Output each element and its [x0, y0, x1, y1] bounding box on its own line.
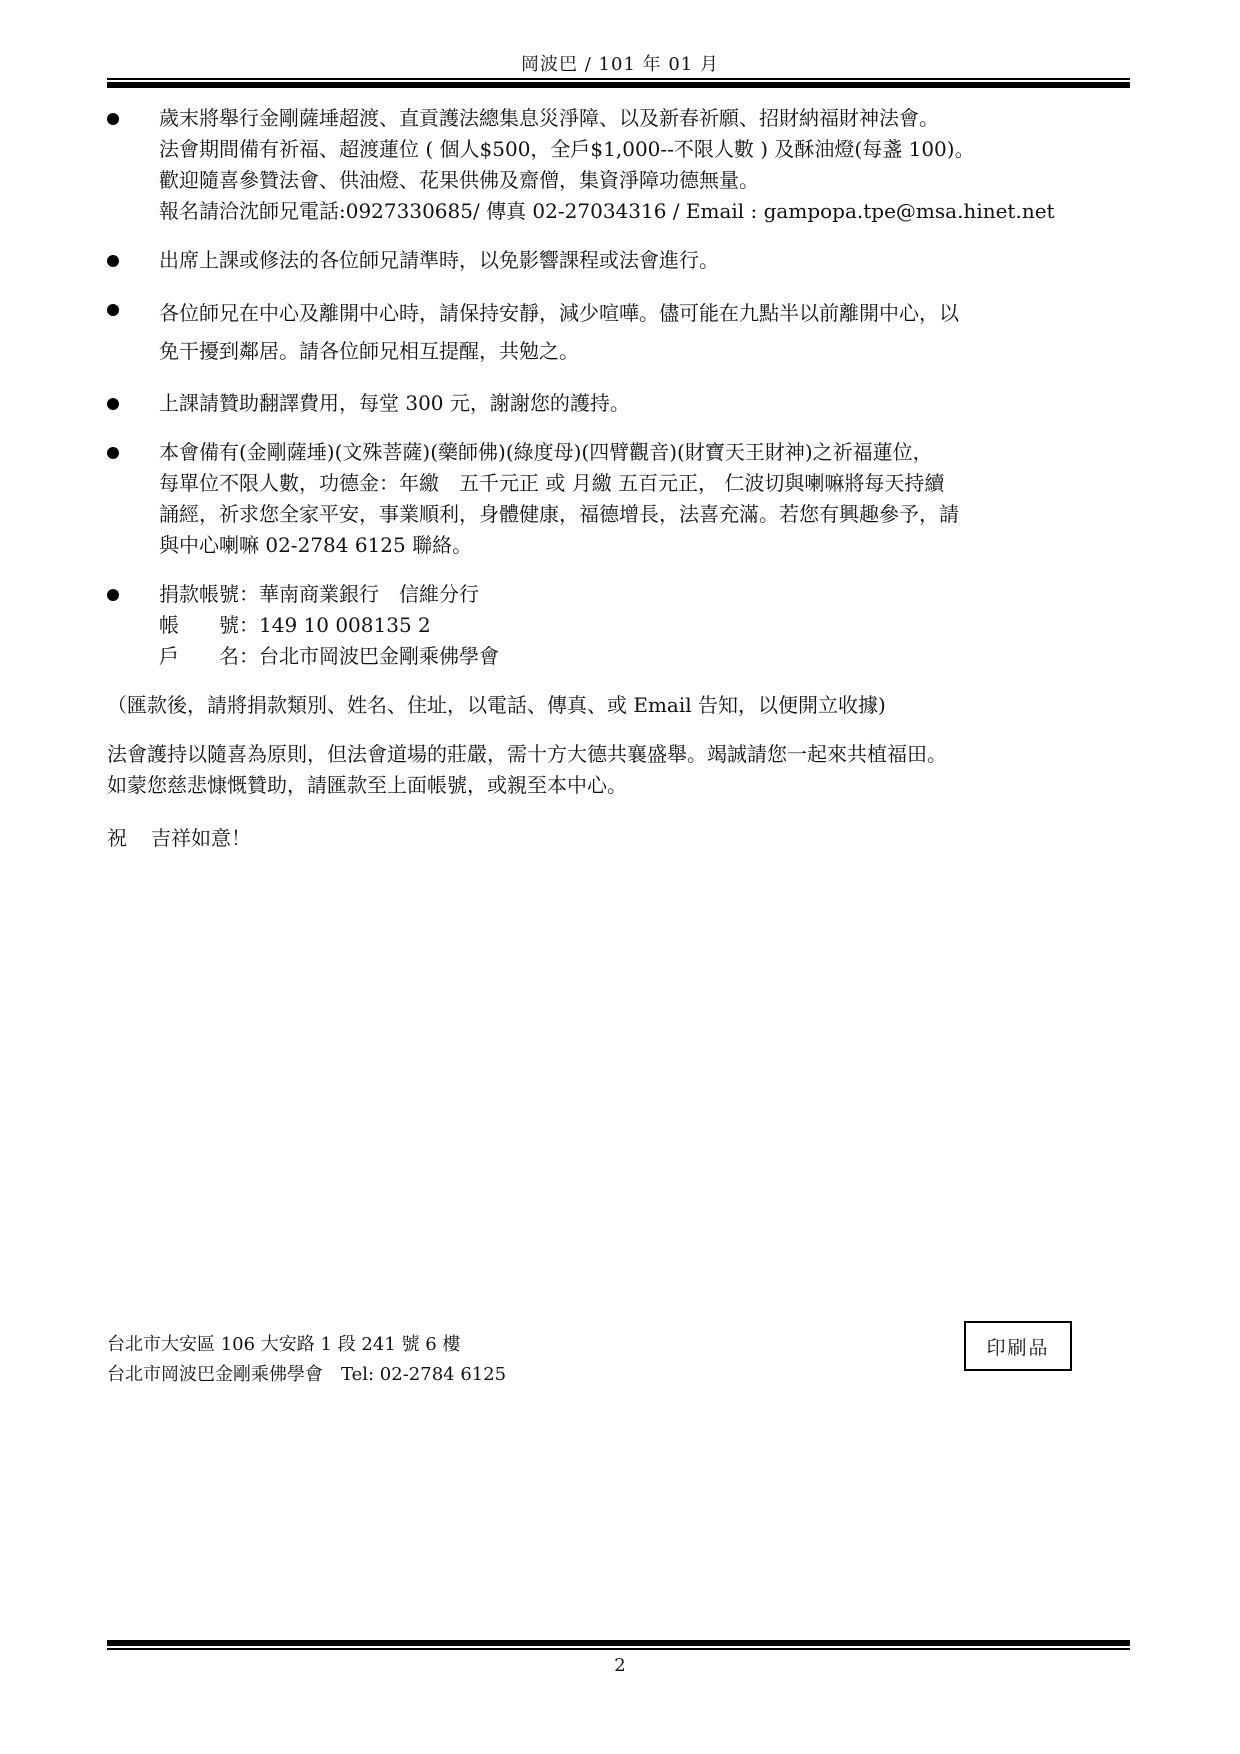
bullet-dot-icon: [107, 304, 119, 316]
bullet-line: 每單位不限人數，功德金：年繳 五千元正 或 月繳 五百元正， 仁波切與喇嘛將每天持續: [159, 471, 945, 495]
bullet-item-blessing-lotus: [107, 437, 1167, 561]
bullet-line: 法會期間備有祈福、超渡蓮位 ( 個人$500，全戶$1,000--不限人數 ) 及酥油燈(每盞 100)。: [159, 137, 975, 161]
page-header-title: 岡波巴 / 101 年 01 月: [521, 54, 719, 75]
bullet-line: 誦經，祈求您全家平安，事業順利，身體健康，福德增長，法喜充滿。若您有興趣參予，請: [159, 502, 959, 526]
notice-body: [107, 103, 1167, 854]
bullet-line: 歡迎隨喜參贊法會、供油燈、花果供佛及齋僧，集資淨障功德無量。: [159, 168, 759, 192]
bullet-line: 歲末將舉行金剛薩埵超渡、直貢護法總集息災淨障、以及新春祈願、招財納福財神法會。: [159, 106, 939, 130]
bullet-dot-icon: [107, 255, 119, 267]
footer-org-contact: 台北市岡波巴金剛乘佛學會 Tel: 02-2784 6125: [107, 1364, 507, 1385]
bullet-line: 各位師兄在中心及離開中心時，請保持安靜，減少喧嘩。儘可能在九點半以前離開中心，以: [159, 301, 959, 325]
bullet-item-dharma-assembly: [107, 103, 1167, 227]
bullet-dot-icon: [107, 398, 119, 410]
header-rule-thin: [107, 78, 1130, 80]
header-rule-thick: [107, 82, 1130, 88]
bullet-line: 上課請贊助翻譯費用，每堂 300 元，謝謝您的護持。: [159, 391, 630, 415]
bullet-dot-icon: [107, 447, 119, 459]
page-number: 2: [614, 1655, 626, 1676]
bullet-line: 與中心喇嘛 02-2784 6125 聯絡。: [159, 533, 473, 557]
support-line: 如蒙您慈悲慷慨贊助，請匯款至上面帳號，或親至本中心。: [107, 773, 627, 797]
footer-rule-thick: [107, 1640, 1130, 1646]
bullet-line: 免干擾到鄰居。請各位師兄相互提醒，共勉之。: [159, 339, 579, 363]
footer-address: 台北市大安區 106 大安路 1 段 241 號 6 樓: [107, 1334, 461, 1355]
blessing-line: [107, 823, 1167, 854]
bullet-dot-icon: [107, 589, 119, 601]
bullet-item-bank-account: [107, 579, 1167, 672]
remittance-note-text: （匯款後，請將捐款類別、姓名、住址，以電話、傳真、或 Email 告知，以便開立收據): [107, 693, 886, 717]
bank-name-line: 捐款帳號：華南商業銀行 信維分行: [159, 582, 479, 606]
blessing-text: 吉祥如意！: [151, 826, 251, 850]
footer-rule-thin: [107, 1648, 1130, 1650]
bullet-item-translation-fee: [107, 388, 1167, 419]
bullet-dot-icon: [107, 113, 119, 125]
bullet-item-quiet: [107, 294, 1167, 370]
bullet-line: 本會備有(金剛薩埵)(文殊菩薩)(藥師佛)(綠度母)(四臂觀音)(財寶天王財神)之祈福蓮位，: [159, 440, 933, 464]
footer-address-block: [107, 1330, 506, 1390]
printed-matter-badge: 印刷品: [964, 1321, 1072, 1371]
support-line: 法會護持以隨喜為原則，但法會道場的莊嚴，需十方大德共襄盛舉。竭誠請您一起來共植福田。: [107, 742, 947, 766]
blessing-prefix: 祝: [107, 826, 127, 850]
bullet-item-punctuality: [107, 245, 1167, 276]
bullet-line: 出席上課或修法的各位師兄請準時，以免影響課程或法會進行。: [159, 248, 719, 272]
support-paragraph: [107, 739, 1167, 801]
account-holder-line: 戶 名：台北市岡波巴金剛乘佛學會: [159, 644, 499, 668]
remittance-note: [107, 690, 1167, 721]
account-number-line: 帳 號：149 10 008135 2: [159, 613, 431, 637]
bullet-line: 報名請洽沈師兄電話:0927330685/ 傳真 02-27034316 / Email : gampopa.tpe@msa.hinet.net: [159, 199, 1055, 223]
